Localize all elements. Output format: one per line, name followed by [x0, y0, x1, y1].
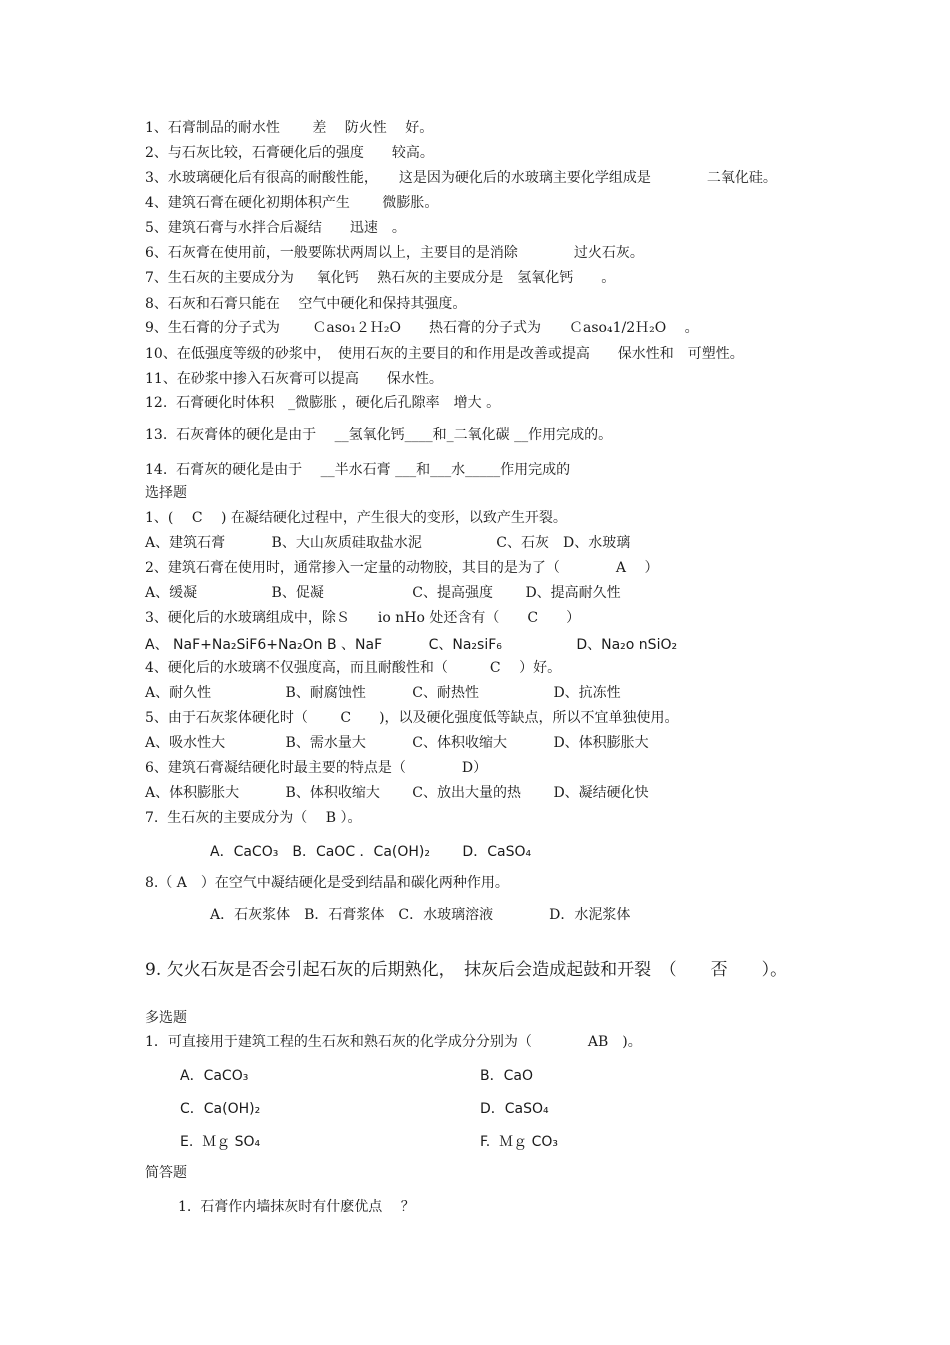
choice-question-4: 4、硬化后的水玻璃不仅强度高，而且耐酸性和（ C ）好。	[145, 660, 562, 676]
choice-options-6: A、体积膨胀大 B、体积收缩大 C、放出大量的热 D、凝结硬化快	[145, 785, 649, 801]
fill-blank-10: 10、在低强度等级的砂浆中， 使用石灰的主要目的和作用是改善或提高 保水性和 可塑性。	[145, 346, 744, 362]
choice-options-7: A．CaCO₃ B．CaOC ．Ca(OH)₂ D．CaSO₄	[210, 844, 532, 860]
fill-blank-11: 11、在砂浆中掺入石灰膏可以提高 保水性。	[145, 371, 443, 387]
section-heading-short-answer: 简答题	[145, 1165, 187, 1181]
choice-question-8: 8.（ A ）在空气中凝结硬化是受到结晶和碳化两种作用。	[145, 875, 509, 891]
fill-blank-1: 1、石膏制品的耐水性 差 防火性 好。	[145, 120, 434, 136]
choice-options-3: A、 NaF+Na₂SiF6+Na₂On B 、NaF C、Na₂siF₆ D、Na₂o nSiO₂	[145, 637, 678, 653]
choice-question-7: 7. 生石灰的主要成分为（ B ）。	[145, 810, 362, 826]
section-heading-multi: 多选题	[145, 1010, 187, 1026]
fill-blank-8: 8、石灰和石膏只能在 空气中硬化和保持其强度。	[145, 296, 467, 312]
multi-option-d: D．CaSO₄	[480, 1101, 549, 1117]
fill-blank-12: 12. 石膏硬化时体积 _微膨胀 ，硬化后孔隙率 增大 。	[145, 395, 501, 411]
choice-options-2: A、缓凝 B、促凝 C、提高强度 D、提高耐久性	[145, 585, 621, 601]
fill-blank-14: 14. 石膏灰的硬化是由于 __半水石膏 ___和___水_____作用完成的	[145, 462, 571, 478]
fill-blank-2: 2、与石灰比较，石膏硬化后的强度 较高。	[145, 145, 434, 161]
choice-question-6: 6、建筑石膏凝结硬化时最主要的特点是（ D）	[145, 760, 488, 776]
multi-question-1: 1．可直接用于建筑工程的生石灰和熟石灰的化学成分分别为（ AB )。	[145, 1034, 642, 1050]
section-heading-choice: 选择题	[145, 485, 187, 501]
fill-blank-13: 13. 石灰膏体的硬化是由于 __氢氧化钙____和_二氧化碳 __作用完成的。	[145, 427, 613, 443]
choice-question-5: 5、由于石灰浆体硬化时（ C )，以及硬化强度低等缺点，所以不宜单独使用。	[145, 710, 679, 726]
fill-blank-4: 4、建筑石膏在硬化初期体积产生 微膨胀。	[145, 195, 439, 211]
choice-options-4: A、耐久性 B、耐腐蚀性 C、耐热性 D、抗冻性	[145, 685, 621, 701]
fill-blank-6: 6、石灰膏在使用前，一般要陈状两周以上，主要目的是消除 过火石灰。	[145, 245, 644, 261]
choice-question-9: 9. 欠火石灰是否会引起石灰的后期熟化， 抹灰后会造成起鼓和开裂 （ 否 ）。	[145, 960, 788, 980]
short-answer-question-1: 1. 石膏作内墙抹灰时有什麽优点 ？	[178, 1199, 415, 1215]
multi-option-c: C．Ca(OH)₂	[180, 1101, 261, 1117]
fill-blank-5: 5、建筑石膏与水拌合后凝结 迅速 。	[145, 220, 406, 236]
choice-question-3: 3、硬化后的水玻璃组成中，除Ｓ io nHo 处还含有（ C ）	[145, 610, 581, 626]
multi-option-a: A．CaCO₃	[180, 1068, 249, 1084]
fill-blank-9: 9、生石膏的分子式为 Ｃaso₁２Ｈ₂O 热石膏的分子式为 Ｃaso₄1/2Ｈ₂O 。	[145, 320, 699, 336]
choice-options-8: A．石灰浆体 B．石膏浆体 C．水玻璃溶液 D．水泥浆体	[210, 907, 631, 923]
multi-option-b: B．CaO	[480, 1068, 533, 1084]
multi-option-e: E. Ｍｇ SO₄	[180, 1134, 261, 1150]
choice-question-1: 1、( C ) 在凝结硬化过程中，产生很大的变形，以致产生开裂。	[145, 510, 567, 526]
fill-blank-7: 7、生石灰的主要成分为 氧化钙 熟石灰的主要成分是 氢氧化钙 。	[145, 270, 616, 286]
multi-option-f: F. Ｍｇ CO₃	[480, 1134, 559, 1150]
choice-options-5: A、吸水性大 B、需水量大 C、体积收缩大 D、体积膨胀大	[145, 735, 649, 751]
fill-blank-3: 3、水玻璃硬化后有很高的耐酸性能， 这是因为硬化后的水玻璃主要化学组成是 二氧化硅。	[145, 170, 777, 186]
choice-question-2: 2、建筑石膏在使用时，通常掺入一定量的动物胶，其目的是为了（ A ）	[145, 560, 659, 576]
choice-options-1: A、建筑石膏 B、大山灰质硅取盐水泥 C、石灰 D、水玻璃	[145, 535, 631, 551]
